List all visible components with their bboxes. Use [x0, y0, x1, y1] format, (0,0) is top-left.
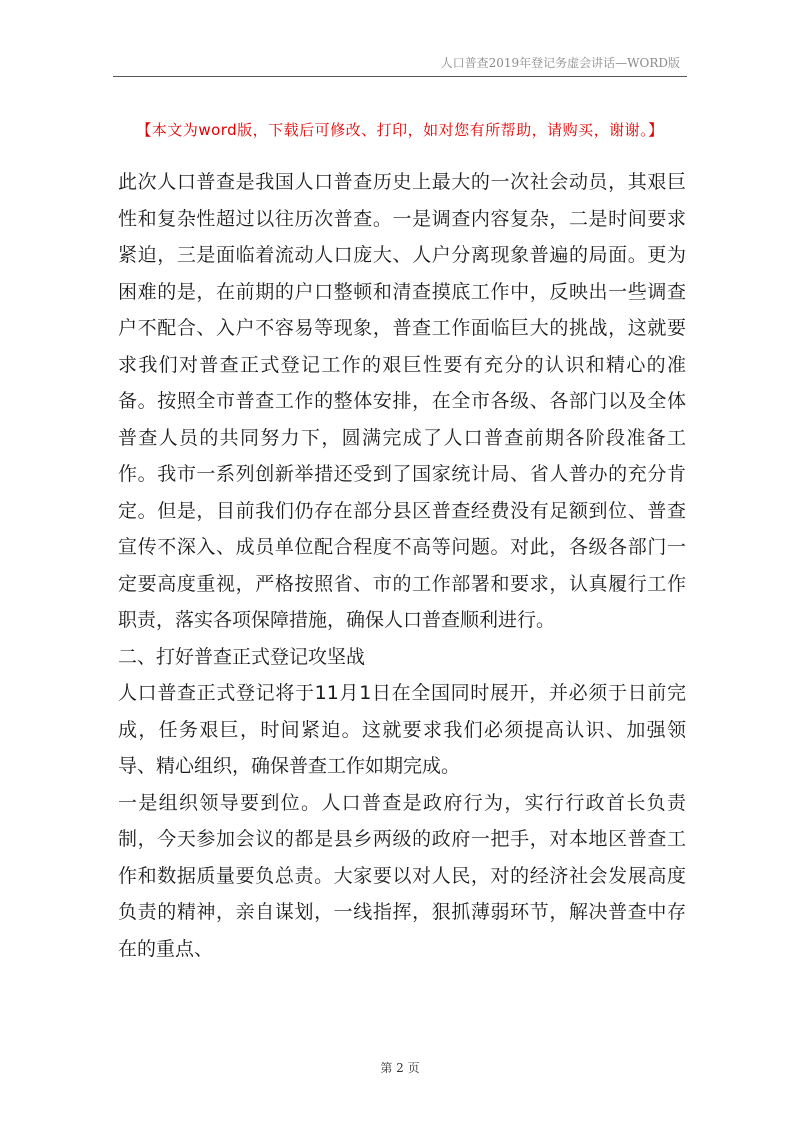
document-body — [118, 164, 686, 967]
section-heading: 二、打好普查正式登记攻坚战 — [118, 645, 366, 668]
paragraph-intro: 此次人口普查是我国人口普查历史上最大的一次社会动员，其艰巨性和复杂性超过以往历次普查。一是调查内容复杂，二是时间要求紧迫，三是面临着流动人口庞大、人户分离现象普遍的局面。更为困难的是，在前期的户口整顿和清查摸底工作中，反映出一些调查户不配合、入户不容易等现象，普查工作面临巨大的挑战，这就要求我们对普查正式登记工作的艰巨性要有充分的认识和精心的准备。按照全市普查工作的整体安排，在全市各级、各部门以及全体普查人员的共同努力下，圆满完成了人口普查前期各阶段准备工作。我市一系列创新举措还受到了国家统计局、省人普办的充分肯定。但是，目前我们仍存在部分县区普查经费没有足额到位、普查宣传不深入、成员单位配合程度不高等问题。对此，各级各部门一定要高度重视，严格按照省、市的工作部署和要求，认真履行工作职责，落实各项保障措施，确保人口普查顺利进行。 — [118, 171, 686, 631]
download-notice: 【本文为word版，下载后可修改、打印，如对您有所帮助，请购买，谢谢。】 — [136, 121, 664, 139]
page-header-title: 人口普查2019年登记务虚会讲话—WORD版 — [440, 56, 680, 70]
page-number: 第 2 页 — [380, 1061, 420, 1075]
paragraph-registration: 人口普查正式登记将于11月1日在全国同时展开，并必须于日前完成，任务艰巨，时间紧迫。这就要求我们必须提高认识、加强领导、精心组织，确保普查工作如期完成。 — [118, 682, 686, 777]
header-divider — [113, 76, 687, 77]
paragraph-leadership: 一是组织领导要到位。人口普查是政府行为，实行行政首长负责制，今天参加会议的都是县乡两级的政府一把手，对本地区普查工作和数据质量要负总责。大家要以对人民，对的经济社会发展高度负责的精神，亲自谋划，一线指挥，狠抓薄弱环节，解决普查中存在的重点、 — [118, 791, 686, 960]
